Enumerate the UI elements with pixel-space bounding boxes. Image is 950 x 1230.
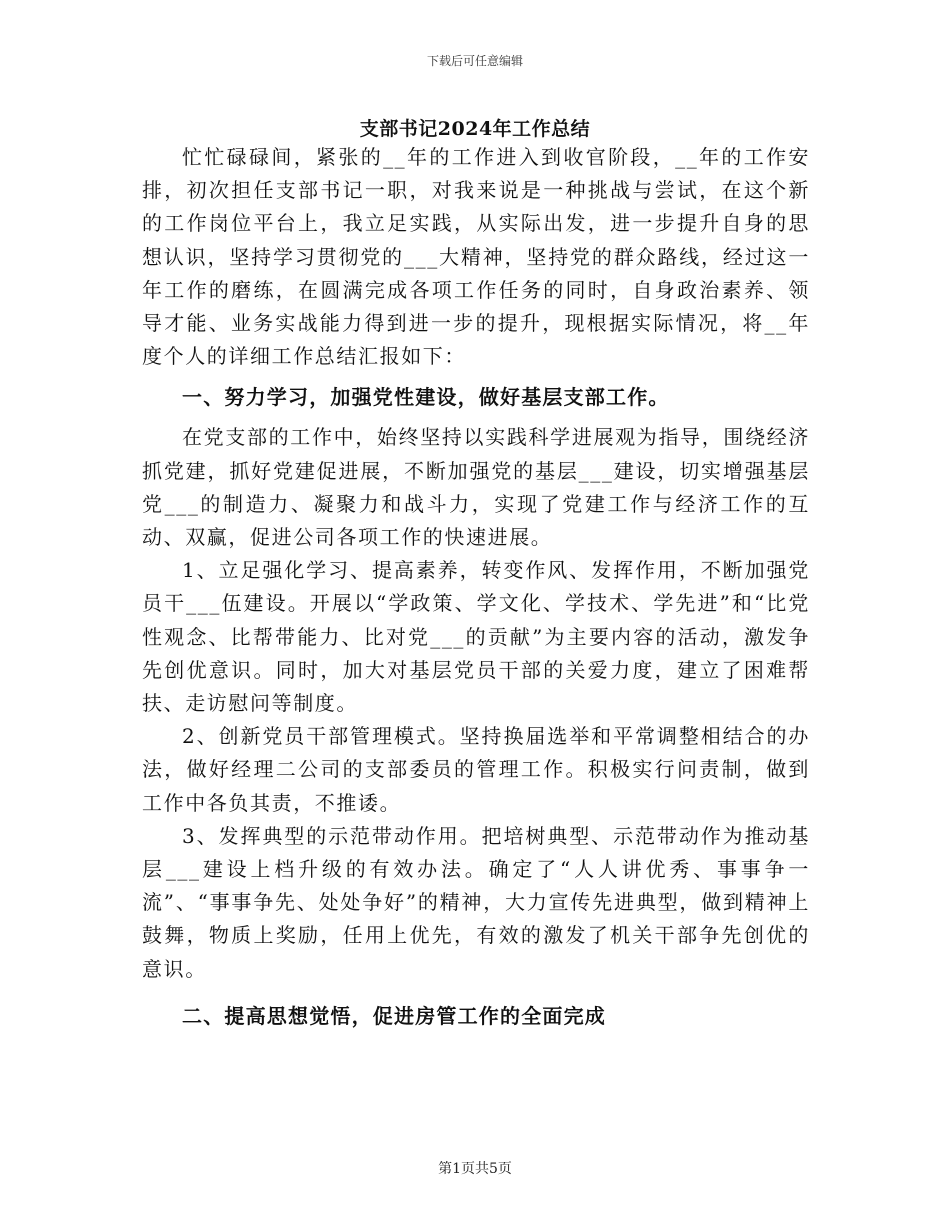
intro-paragraph: 忙忙碌碌间，紧张的__年的工作进入到收官阶段，__年的工作安排，初次担任支部书记一职，对我来说是一种挑战与尝试，在这个新的工作岗位平台上，我立足实践，从实际出发，进一步提升自身的思想认识，坚持学习贯彻党的___大精神，坚持党的群众路线，经过这一年工作的磨练，在圆满完成各项工作任务的同时，自身政治素养、领导才能、业务实战能力得到进一步的提升，现根据实际情况，将__年度个人的详细工作总结汇报如下： (142, 145, 810, 369)
document-title: 支部书记2024年工作总结 (359, 118, 591, 140)
section-1-heading: 一、努力学习，加强党性建设，做好基层支部工作。 (182, 385, 670, 410)
section-1-paragraph-2: 1、立足强化学习、提高素养，转变作风、发挥作用，不断加强党员干___伍建设。开展以“学政策、学文化、学技术、学先进”和“比党性观念、比帮带能力、比对党___的贡献”为主要内容的活动，激发争先创优意识。同时，加大对基层党员干部的关爱力度，建立了困难帮扶、走访慰问等制度。 (142, 558, 810, 716)
page-number: 第1页共5页 (438, 1161, 512, 1177)
document-body (142, 141, 810, 1033)
header-note: 下载后可任意编辑 (426, 54, 523, 68)
section-1-paragraph-3: 2、创新党员干部管理模式。坚持换届选举和平常调整相结合的办法，做好经理二公司的支部委员的管理工作。积极实行问责制，做到工作中各负其责，不推诿。 (142, 724, 810, 815)
section-2-heading: 二、提高思想觉悟，促进房管工作的全面完成 (182, 1003, 606, 1028)
section-1-paragraph-1: 在党支部的工作中，始终坚持以实践科学进展观为指导，围绕经济抓党建，抓好党建促进展，不断加强党的基层___建设，切实增强基层党___的制造力、凝聚力和战斗力，实现了党建工作与经济工作的互动、双赢，促进公司各项工作的快速进展。 (142, 425, 810, 550)
section-1-paragraph-4: 3、发挥典型的示范带动作用。把培树典型、示范带动作为推动基层___建设上档升级的有效办法。确定了“人人讲优秀、事事争一流”、“事事争先、处处争好”的精神，大力宣传先进典型，做到精神上鼓舞，物质上奖励，任用上优先，有效的激发了机关干部争先创优的意识。 (142, 823, 810, 981)
